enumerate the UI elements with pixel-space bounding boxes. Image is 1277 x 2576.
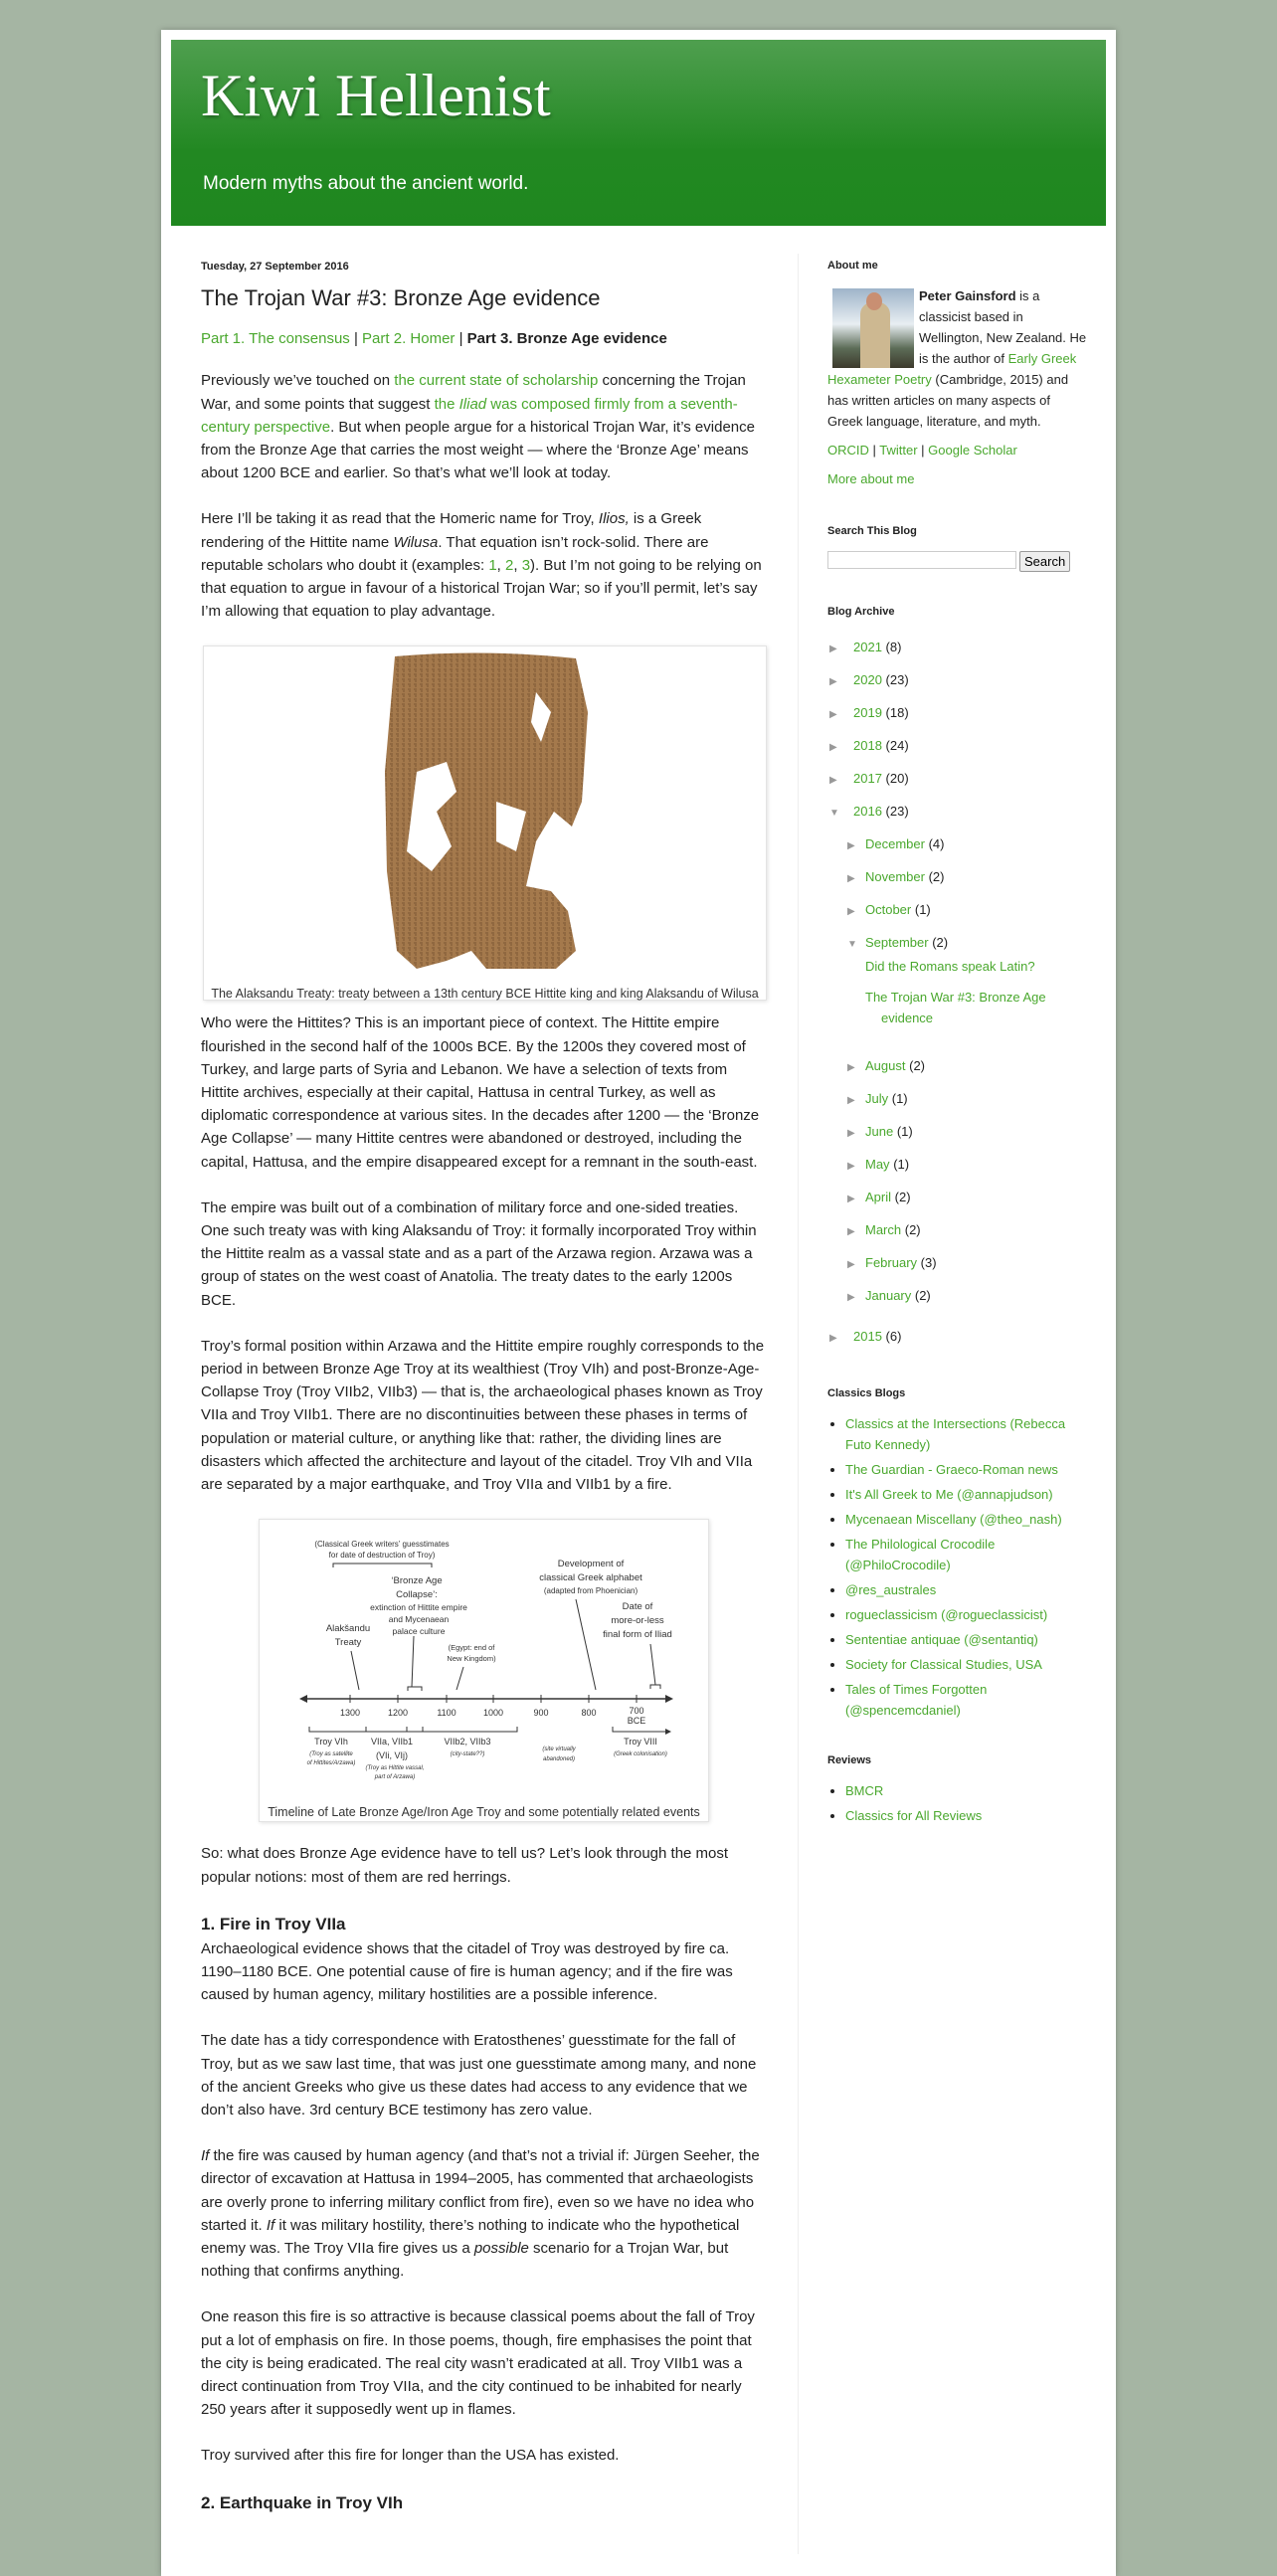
blogs-link[interactable]: It's All Greek to Me (@annapjudson) bbox=[845, 1487, 1053, 1502]
archive-month-link[interactable]: September bbox=[865, 935, 929, 950]
archive-item[interactable] bbox=[827, 1116, 1088, 1149]
section-heading: 1. Fire in Troy VIIa bbox=[201, 1914, 346, 1933]
tick-label: 1000 bbox=[482, 1708, 504, 1719]
author-name: Peter Gainsford bbox=[919, 288, 1016, 303]
archive-item[interactable] bbox=[827, 828, 1088, 861]
tick-label: 800 bbox=[581, 1708, 597, 1719]
timeline-label: (adapted from Phoenician) bbox=[543, 1586, 638, 1596]
archive-item[interactable] bbox=[827, 632, 1088, 664]
post-count: (1) bbox=[891, 1091, 908, 1106]
archive-month-link[interactable]: November bbox=[865, 869, 925, 884]
blog-archive bbox=[827, 632, 1088, 1354]
timeline-label: Collapse’: bbox=[396, 1589, 438, 1601]
text-run: is a Greek rendering of the Hittite name bbox=[201, 510, 702, 551]
series-nav bbox=[201, 327, 768, 350]
post-count: (2) bbox=[932, 935, 949, 950]
phase-note: abandoned) bbox=[542, 1756, 576, 1763]
blogs-link[interactable]: Mycenaean Miscellany (@theo_nash) bbox=[845, 1512, 1062, 1527]
post-count: (2) bbox=[928, 869, 945, 884]
post-count: (1) bbox=[896, 1124, 913, 1139]
post-date: Tuesday, 27 September 2016 bbox=[201, 261, 349, 273]
figure-timeline bbox=[259, 1519, 709, 1822]
link-list-item bbox=[845, 1459, 1088, 1480]
archive-month-link[interactable]: June bbox=[865, 1124, 894, 1139]
tick-label: 900 bbox=[533, 1708, 549, 1719]
archive-year-link[interactable]: 2021 bbox=[853, 640, 882, 654]
expand-toggle-icon[interactable]: ▶ bbox=[847, 1226, 855, 1237]
post-count: (8) bbox=[885, 640, 902, 654]
text-run: If bbox=[266, 2216, 275, 2234]
inline-link[interactable]: Iliad bbox=[458, 395, 487, 413]
blog-header bbox=[171, 40, 1106, 226]
blogs-link[interactable]: @res_australes bbox=[845, 1582, 937, 1597]
phase-label: VIIa, VIIb1 bbox=[370, 1737, 414, 1748]
archive-year-link[interactable]: 2015 bbox=[853, 1329, 882, 1344]
inline-link[interactable]: the bbox=[434, 395, 459, 413]
text-run: One reason this fire is so attractive is because classical poems about the fall of Troy put a lot of emphasis on fire. In those poems, though, fire emphasises the point that the city is being eradicated. The real city wasn’t eradicated at all. Troy VIIb1 was a direct continuation from Troy VIIa, and the city continued to be inhabited for nearly 250 years after it supposedly went up in flames. bbox=[201, 2308, 755, 2419]
expand-toggle-icon[interactable]: ▶ bbox=[847, 1161, 855, 1172]
paragraph bbox=[201, 2305, 768, 2421]
paragraph bbox=[201, 2444, 768, 2467]
separator: | bbox=[868, 443, 880, 458]
inline-link[interactable]: Part 2. Homer bbox=[362, 330, 456, 348]
archive-item[interactable] bbox=[827, 1149, 1088, 1182]
widget-title: Classics Blogs bbox=[827, 1387, 906, 1399]
link-list-item bbox=[845, 1654, 1088, 1675]
phase-note: (site virtually bbox=[542, 1747, 576, 1753]
post-count: (1) bbox=[914, 902, 931, 917]
text-run: Previously we’ve touched on bbox=[201, 372, 395, 390]
text-run: Part 3. Bronze Age evidence bbox=[466, 330, 667, 348]
archive-year-link[interactable]: 2019 bbox=[853, 705, 882, 720]
inline-link[interactable]: 2 bbox=[505, 556, 514, 574]
timeline-label: Alakšandu bbox=[325, 1623, 371, 1635]
archive-year-link[interactable]: 2016 bbox=[853, 804, 882, 819]
blogs-link[interactable]: Classics at the Intersections (Rebecca Futo Kennedy) bbox=[845, 1416, 1066, 1452]
text-run: Wilusa bbox=[393, 533, 439, 551]
post-count: (2) bbox=[894, 1190, 911, 1204]
timeline-label: classical Greek alphabet bbox=[539, 1572, 642, 1584]
archive-month-link[interactable]: March bbox=[865, 1222, 902, 1237]
expand-toggle-icon[interactable]: ▶ bbox=[829, 775, 837, 786]
expand-toggle-icon[interactable]: ▶ bbox=[847, 1062, 855, 1073]
link-list-item bbox=[845, 1805, 1088, 1826]
blog-tagline: Modern myths about the ancient world. bbox=[203, 173, 529, 194]
post-count: (1) bbox=[893, 1157, 910, 1172]
expand-toggle-icon[interactable]: ▶ bbox=[847, 1194, 855, 1204]
timeline-label: Date of bbox=[622, 1601, 653, 1613]
text-run: | bbox=[349, 330, 363, 348]
paragraph bbox=[201, 2144, 768, 2283]
paragraph bbox=[201, 2029, 768, 2121]
text-run: concerning the Trojan War, and some points that suggest bbox=[201, 372, 746, 413]
text-run: Who were the Hittites? This is an important piece of context. The Hittite empire flourished in the second half of the 1000s BCE. By the 1200s they covered most of Turkey, and large parts of Syria and Lebanon. We have a selection of texts from Hittite archives, especially at their capital, Hattusa in central Turkey, as well as diplomatic correspondence at various sites. In the decades after 1200 — the ‘Bronze Age Collapse’ — many Hittite centres were abandoned or destroyed, including the capital, Hattusa, and the empire disappeared except for a remnant in the south-east. bbox=[201, 1014, 760, 1171]
archive-month-link[interactable]: May bbox=[865, 1157, 890, 1172]
post-count: (2) bbox=[904, 1222, 921, 1237]
blogs-link[interactable]: The Guardian - Graeco-Roman news bbox=[845, 1462, 1058, 1477]
text-run: So: what does Bronze Age evidence have to tell us? Let’s look through the most popular notions: most of them are red herrings. bbox=[201, 1845, 729, 1886]
timeline-label: extinction of Hittite empire bbox=[370, 1602, 467, 1613]
post-count: (2) bbox=[914, 1288, 931, 1303]
reviews-list bbox=[845, 1780, 1088, 1826]
archive-post-link[interactable]: Did the Romans speak Latin? bbox=[865, 959, 1035, 974]
archive-month-link[interactable]: January bbox=[865, 1288, 912, 1303]
phase-label: Troy VIII bbox=[624, 1737, 657, 1748]
text-run: The empire was built out of a combination of military force and one-sided treaties. One such treaty was with king Alaksandu of Troy: it formally incorporated Troy within the Hittite realm as a vassal state and as a part of the Arzawa region. Arzawa was a group of states on the west coast of Anatolia. The treaty dates to the early 1200s BCE. bbox=[201, 1198, 757, 1309]
post-count: (23) bbox=[885, 804, 909, 819]
phase-label: VIIb2, VIIb3 bbox=[444, 1737, 491, 1748]
archive-year-link[interactable]: 2020 bbox=[853, 672, 882, 687]
expand-toggle-icon[interactable]: ▶ bbox=[829, 644, 837, 654]
separator: | bbox=[917, 443, 929, 458]
search-button[interactable]: Search bbox=[1019, 551, 1070, 572]
archive-item[interactable] bbox=[827, 730, 1088, 763]
post-body-d bbox=[201, 1937, 768, 2468]
archive-item[interactable] bbox=[827, 1214, 1088, 1247]
archive-item[interactable] bbox=[827, 861, 1088, 894]
text-run: . That equation isn’t rock-solid. There are reputable scholars who doubt it (examples: bbox=[201, 533, 709, 574]
paragraph bbox=[201, 1012, 768, 1173]
expand-toggle-icon[interactable]: ▶ bbox=[847, 1259, 855, 1270]
classics-blogs-list bbox=[845, 1413, 1088, 1721]
post bbox=[201, 254, 768, 2516]
archive-month-link[interactable]: April bbox=[865, 1190, 892, 1204]
post-count: (20) bbox=[885, 771, 909, 786]
timeline-label: Development of bbox=[557, 1559, 625, 1570]
phase-note: of Hittites/Arzawa) bbox=[306, 1760, 356, 1767]
phase-note: (Troy as Hittite vassal, bbox=[365, 1765, 425, 1772]
text-run: The date has a tidy correspondence with Eratosthenes’ guesstimate for the fall of Troy, but as we saw last time, that was just one guesstimate among many, and none of the ancient Greeks who give us these dates had access to any evidence that we don’t also have. 3rd century BCE testimony has zero value. bbox=[201, 2032, 757, 2118]
expand-toggle-icon[interactable]: ▶ bbox=[847, 1292, 855, 1303]
author-photo[interactable] bbox=[832, 288, 914, 368]
phase-note: (Troy as satellite bbox=[309, 1751, 353, 1758]
blogs-link[interactable]: The Philological Crocodile (@PhiloCrocodile) bbox=[845, 1537, 996, 1572]
archive-item[interactable] bbox=[827, 1247, 1088, 1280]
archive-month-link[interactable]: July bbox=[865, 1091, 889, 1106]
blogs-link[interactable]: Society for Classical Studies, USA bbox=[845, 1657, 1042, 1672]
archive-item[interactable] bbox=[827, 796, 1088, 828]
paragraph bbox=[201, 507, 768, 623]
text-run: If bbox=[201, 2147, 210, 2165]
post-count: (6) bbox=[885, 1329, 902, 1344]
post-count: (3) bbox=[920, 1255, 937, 1270]
archive-item[interactable] bbox=[827, 1280, 1088, 1313]
link-list-item bbox=[845, 1413, 1088, 1455]
link-list-item bbox=[845, 1629, 1088, 1650]
inline-link[interactable]: Part 1. The consensus bbox=[201, 330, 350, 348]
orcid-link[interactable]: ORCID bbox=[827, 443, 869, 458]
widget-title: Blog Archive bbox=[827, 606, 895, 618]
archive-item[interactable] bbox=[827, 664, 1088, 697]
text-run: . But when people argue for a historical Trojan War, it’s evidence from the Bronze Age that carries the most weight — where the ‘Bronze Age’ means about 1200 BCE and earlier. So that’s what we’ll look at today. bbox=[201, 418, 755, 482]
phase-label: (VIi, VIj) bbox=[375, 1750, 409, 1761]
timeline-label: (Classical Greek writers’ guesstimates bbox=[314, 1540, 450, 1550]
collapse-toggle-icon[interactable]: ▼ bbox=[829, 808, 839, 819]
text-run: Here I’ll be taking it as read that the Homeric name for Troy, bbox=[201, 510, 599, 528]
archive-month-link[interactable]: October bbox=[865, 902, 912, 917]
tick-label: 700 bbox=[629, 1706, 644, 1717]
post-count: (24) bbox=[885, 738, 909, 753]
expand-toggle-icon[interactable]: ▶ bbox=[847, 1128, 855, 1139]
about-text: is a classicist based in Wellington, New Zealand. He is the author of bbox=[919, 288, 1087, 366]
link-list-item bbox=[845, 1484, 1088, 1505]
figure-caption: Timeline of Late Bronze Age/Iron Age Troy and some potentially related events bbox=[268, 1805, 700, 1820]
timeline-label: final form of Iliad bbox=[603, 1629, 672, 1641]
reviews-link[interactable]: Classics for All Reviews bbox=[845, 1808, 983, 1823]
text-run: , bbox=[513, 556, 522, 574]
phase-note: (city-state??) bbox=[450, 1751, 485, 1758]
link-list-item bbox=[845, 1679, 1088, 1721]
text-run: ). But I’m not going to be relying on that equation to argue in favour of a historical Trojan War; so if you’ll permit, let’s say I’m allowing that equation to play advantage. bbox=[201, 556, 762, 621]
inline-link[interactable]: was composed firmly from a seventh-century perspective bbox=[201, 395, 738, 436]
inline-link[interactable]: 3 bbox=[521, 556, 531, 574]
archive-item[interactable] bbox=[827, 1083, 1088, 1116]
column-divider bbox=[798, 254, 799, 2554]
phase-note: (Greek colonisation) bbox=[614, 1751, 667, 1758]
blog-title[interactable]: Kiwi Hellenist bbox=[201, 63, 551, 128]
tick-label: 1300 bbox=[339, 1708, 361, 1719]
reviews-link[interactable]: BMCR bbox=[845, 1783, 884, 1798]
text-run: scenario for a Trojan War, but nothing that confirms anything. bbox=[201, 2239, 729, 2281]
archive-item[interactable] bbox=[827, 894, 1088, 927]
text-run: the fire was caused by human agency (and that’s not a trivial if: Jürgen Seeher, the director of excavation at Hattusa in 1994–2005, has commented that archaeologists are overly prone to inferring military conflict from fire), even so we have no idea who started it. bbox=[201, 2147, 760, 2234]
text-run: it was military hostility, there’s nothing to indicate who the hypothetical enemy was. The Troy VIIa fire gives us a bbox=[201, 2216, 740, 2257]
phase-note: part of Arzawa) bbox=[374, 1774, 416, 1781]
archive-month-link[interactable]: August bbox=[865, 1058, 906, 1073]
post-body-a bbox=[201, 369, 768, 623]
phase-label: Troy VIh bbox=[314, 1737, 348, 1748]
paragraph bbox=[201, 1842, 768, 1888]
expand-toggle-icon[interactable]: ▶ bbox=[829, 709, 837, 720]
timeline-label: more-or-less bbox=[611, 1615, 664, 1627]
paragraph bbox=[201, 1937, 768, 2007]
archive-month-link[interactable]: February bbox=[865, 1255, 918, 1270]
google-scholar-link[interactable]: Google Scholar bbox=[928, 443, 1017, 458]
timeline-label: Treaty bbox=[334, 1637, 362, 1649]
post-count: (4) bbox=[928, 836, 945, 851]
more-about-me-link[interactable]: More about me bbox=[827, 471, 915, 486]
timeline-label: for date of destruction of Troy) bbox=[328, 1551, 436, 1561]
timeline-label: and Mycenaean bbox=[388, 1614, 450, 1625]
post-count: (2) bbox=[909, 1058, 925, 1073]
timeline-label: (Egypt: end of bbox=[448, 1643, 495, 1653]
tick-label: 1200 bbox=[387, 1708, 409, 1719]
widget-title: Reviews bbox=[827, 1754, 872, 1766]
expand-toggle-icon[interactable]: ▶ bbox=[847, 873, 855, 884]
link-list-item bbox=[845, 1604, 1088, 1625]
sidebar bbox=[827, 254, 1088, 1856]
text-run: | bbox=[455, 330, 467, 348]
section-heading: 2. Earthquake in Troy VIh bbox=[201, 2492, 404, 2512]
paragraph bbox=[201, 1335, 768, 1496]
archive-year-link[interactable]: 2017 bbox=[853, 771, 882, 786]
blogs-link[interactable]: rogueclassicism (@rogueclassicist) bbox=[845, 1607, 1048, 1622]
archive-item[interactable] bbox=[827, 763, 1088, 796]
archive-item[interactable] bbox=[827, 697, 1088, 730]
text-run: Ilios, bbox=[598, 510, 630, 528]
archive-item[interactable] bbox=[827, 954, 1088, 1050]
text-run: Troy survived after this fire for longer than the USA has existed. bbox=[201, 2447, 620, 2465]
expand-toggle-icon[interactable]: ▶ bbox=[847, 840, 855, 851]
timeline-label: New Kingdom) bbox=[447, 1654, 496, 1664]
figure-caption: The Alaksandu Treaty: treaty between a 13th century BCE Hittite king and king Alaksandu of Wilusa bbox=[211, 986, 759, 1001]
expand-toggle-icon[interactable]: ▶ bbox=[847, 906, 855, 917]
archive-post-link[interactable]: The Trojan War #3: Bronze Age evidence bbox=[865, 990, 1046, 1025]
link-list-item bbox=[845, 1780, 1088, 1801]
text-run: , bbox=[496, 556, 506, 574]
paragraph bbox=[201, 1196, 768, 1312]
expand-toggle-icon[interactable]: ▶ bbox=[829, 676, 837, 687]
collapse-toggle-icon[interactable]: ▼ bbox=[847, 939, 857, 950]
timeline-label: palace culture bbox=[392, 1626, 446, 1637]
treaty-tablet-image[interactable] bbox=[377, 652, 593, 971]
book-link[interactable]: Early Greek Hexameter Poetry bbox=[827, 351, 1077, 387]
inline-link[interactable]: the current state of scholarship bbox=[394, 372, 599, 390]
text-run: Troy’s formal position within Arzawa and the Hittite empire roughly corresponds to the period in between Bronze Age Troy at its wealthiest (Troy VIh) and post-Bronze-Age-Collapse Troy (Troy VIIb2, VIIb3) — that is, the archaeological phases known as Troy VIIa and Troy VIIb1. There are no discontinuities between these phases in terms of population or material culture, or anything like that: rather, the dividing lines are disasters which affected the architecture and layout of the citadel. Troy VIh and VIIa are separated by a major earthquake, and Troy VIIa and VIIb1 by a fire. bbox=[201, 1337, 765, 1494]
link-list-item bbox=[845, 1509, 1088, 1530]
archive-year-link[interactable]: 2018 bbox=[853, 738, 882, 753]
archive-item[interactable] bbox=[827, 1182, 1088, 1214]
widget-title: About me bbox=[827, 260, 878, 272]
twitter-link[interactable]: Twitter bbox=[879, 443, 918, 458]
figure-treaty bbox=[203, 645, 767, 1001]
post-body-b bbox=[201, 1012, 768, 1496]
timeline-label: ‘Bronze Age bbox=[391, 1575, 443, 1587]
timeline-diagram[interactable] bbox=[260, 1520, 710, 1798]
post-count: (18) bbox=[885, 705, 909, 720]
search-form bbox=[827, 551, 1088, 572]
text-run: Archaeological evidence shows that the citadel of Troy was destroyed by fire ca. 1190–1180 BCE. One potential cause of fire is human agency; and if the fire was caused by human agency, military hostilities are a possible inference. bbox=[201, 1939, 733, 2004]
tick-label: BCE bbox=[627, 1716, 646, 1727]
link-list-item bbox=[845, 1579, 1088, 1600]
post-title: The Trojan War #3: Bronze Age evidence bbox=[201, 285, 601, 310]
expand-toggle-icon[interactable]: ▶ bbox=[829, 1333, 837, 1344]
post-body-c bbox=[201, 1842, 768, 1888]
about-text: (Cambridge, 2015) and has written articles on many aspects of Greek language, literature, and myth. bbox=[827, 372, 1069, 429]
archive-month-link[interactable]: December bbox=[865, 836, 925, 851]
blogs-link[interactable]: Tales of Times Forgotten (@spencemcdaniel) bbox=[845, 1682, 988, 1718]
archive-item[interactable] bbox=[827, 1050, 1088, 1083]
blogs-link[interactable]: Sententiae antiquae (@sentantiq) bbox=[845, 1632, 1038, 1647]
expand-toggle-icon[interactable]: ▶ bbox=[847, 1095, 855, 1106]
about-me bbox=[827, 285, 1088, 489]
text-run: possible bbox=[473, 2239, 529, 2257]
post-count: (23) bbox=[885, 672, 909, 687]
archive-item[interactable] bbox=[827, 1321, 1088, 1354]
link-list-item bbox=[845, 1534, 1088, 1575]
tick-label: 1100 bbox=[437, 1708, 456, 1719]
inline-link[interactable]: 1 bbox=[488, 556, 497, 574]
paragraph bbox=[201, 369, 768, 484]
search-input[interactable] bbox=[827, 551, 1016, 569]
expand-toggle-icon[interactable]: ▶ bbox=[829, 742, 837, 753]
widget-title: Search This Blog bbox=[827, 525, 917, 537]
